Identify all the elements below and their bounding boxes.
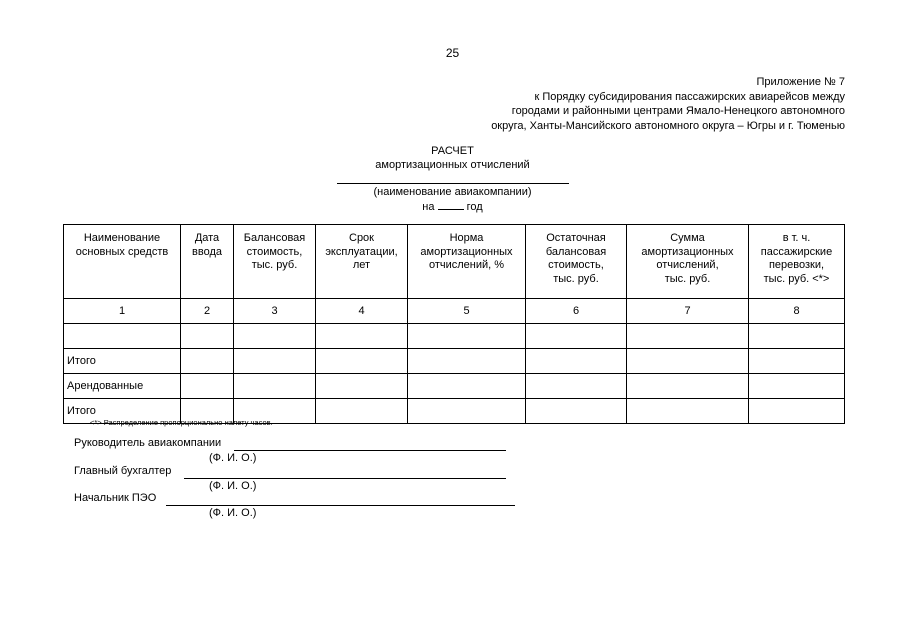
table-cell [316, 324, 408, 349]
table-cell [749, 399, 845, 424]
table-cell [408, 349, 526, 374]
footnote: <*> Распределение пропорционально налету часов. [90, 418, 273, 427]
row-label [64, 324, 181, 349]
airline-name-caption: (наименование авиакомпании) [373, 186, 532, 198]
table-cell [234, 349, 316, 374]
table-cell [181, 374, 234, 399]
table-cell [526, 374, 627, 399]
column-header-4 [316, 225, 408, 299]
column-number-row [64, 299, 845, 324]
table-row [64, 374, 845, 399]
header-text: отчислений, [656, 259, 719, 271]
header-text: тыс. руб. [664, 272, 711, 285]
table-cell [627, 399, 749, 424]
header-text: амортизационных [420, 245, 513, 258]
fio-caption: (Ф. И. О.) [209, 452, 257, 464]
table-cell [234, 324, 316, 349]
table-cell [526, 349, 627, 374]
table-cell [181, 349, 234, 374]
table-cell [316, 399, 408, 424]
appendix-line: к Порядку субсидирования пассажирских авиарейсов между [534, 90, 845, 103]
column-number: 5 [408, 299, 526, 324]
table-cell [749, 324, 845, 349]
header-text: эксплуатации, [325, 245, 398, 258]
column-header-1 [64, 225, 181, 299]
table-cell [316, 374, 408, 399]
year-line [0, 200, 905, 213]
header-text: ввода [192, 245, 222, 258]
row-label: Итого [64, 349, 181, 374]
table-cell [749, 374, 845, 399]
header-text: отчислений, % [428, 259, 505, 271]
table-cell [749, 349, 845, 374]
page-number: 25 [445, 46, 460, 60]
depreciation-table [63, 224, 845, 424]
header-text: тыс. руб. [553, 272, 599, 285]
header-text: стоимость, [246, 245, 303, 258]
table-row [64, 349, 845, 374]
signature-accountant-label: Главный бухгалтер [74, 465, 172, 477]
column-number: 3 [234, 299, 316, 324]
document-subtitle: амортизационных отчислений [375, 159, 530, 171]
table-header-row [64, 225, 845, 299]
header-text: Наименование [83, 232, 161, 244]
header-text: основных средств [75, 245, 169, 258]
year-suffix: год [466, 201, 483, 213]
header-text: пассажирские [760, 245, 833, 258]
table-cell [408, 374, 526, 399]
header-text: Остаточная [546, 232, 606, 244]
signature-head [74, 437, 221, 449]
column-number: 6 [526, 299, 627, 324]
header-text: тыс. руб. <*> [763, 272, 830, 285]
header-text: в т. ч. [782, 232, 811, 244]
header-text: перевозки, [768, 259, 825, 271]
appendix-line: округа, Ханты-Мансийского автономного округа – Югры и г. Тюменью [491, 119, 845, 132]
header-text: амортизационных [641, 245, 734, 258]
header-text: Дата [194, 232, 220, 244]
signature-head-label: Руководитель авиакомпании [74, 437, 222, 449]
fio-caption: (Ф. И. О.) [209, 480, 257, 492]
column-number: 7 [627, 299, 749, 324]
airline-name-line [337, 183, 569, 184]
header-text: Срок [349, 232, 374, 244]
signature-peo [74, 492, 156, 504]
header-text: лет [352, 259, 371, 271]
column-header-3 [234, 225, 316, 299]
fio-caption: (Ф. И. О.) [209, 507, 257, 519]
column-header-6 [526, 225, 627, 299]
document-title: РАСЧЕТ [431, 145, 474, 157]
appendix-line: городами и районными центрами Ямало-Ненецкого автономного [511, 105, 845, 117]
year-blank [438, 200, 464, 210]
header-text: тыс. руб. [251, 259, 298, 271]
header-text: Сумма [670, 232, 705, 244]
column-number: 2 [181, 299, 234, 324]
column-header-7 [627, 225, 749, 299]
signature-head-line [234, 450, 506, 451]
table-row [64, 324, 845, 349]
table-cell [408, 324, 526, 349]
table-cell [526, 324, 627, 349]
table-cell [526, 399, 627, 424]
signature-peo-line [166, 505, 515, 506]
column-header-2 [181, 225, 234, 299]
appendix-title: Приложение № 7 [756, 76, 845, 88]
column-number: 1 [64, 299, 181, 324]
signature-accountant [74, 465, 171, 477]
signature-peo-label: Начальник ПЭО [74, 492, 157, 504]
header-text: балансовая [545, 245, 607, 258]
row-label: Арендованные [64, 374, 181, 399]
header-text: Балансовая [243, 232, 306, 244]
signature-accountant-line [184, 478, 506, 479]
appendix-block [491, 75, 845, 133]
table-cell [408, 399, 526, 424]
table-cell [627, 324, 749, 349]
table-cell [181, 324, 234, 349]
column-number: 4 [316, 299, 408, 324]
column-header-5 [408, 225, 526, 299]
table-cell [316, 349, 408, 374]
table-cell [234, 374, 316, 399]
header-text: Норма [449, 232, 484, 244]
column-number: 8 [749, 299, 845, 324]
row-label: Итого [64, 399, 181, 424]
table-cell [627, 374, 749, 399]
year-prefix: на [422, 201, 435, 213]
header-text: стоимость, [548, 259, 604, 271]
column-header-8 [749, 225, 845, 299]
table-cell [627, 349, 749, 374]
